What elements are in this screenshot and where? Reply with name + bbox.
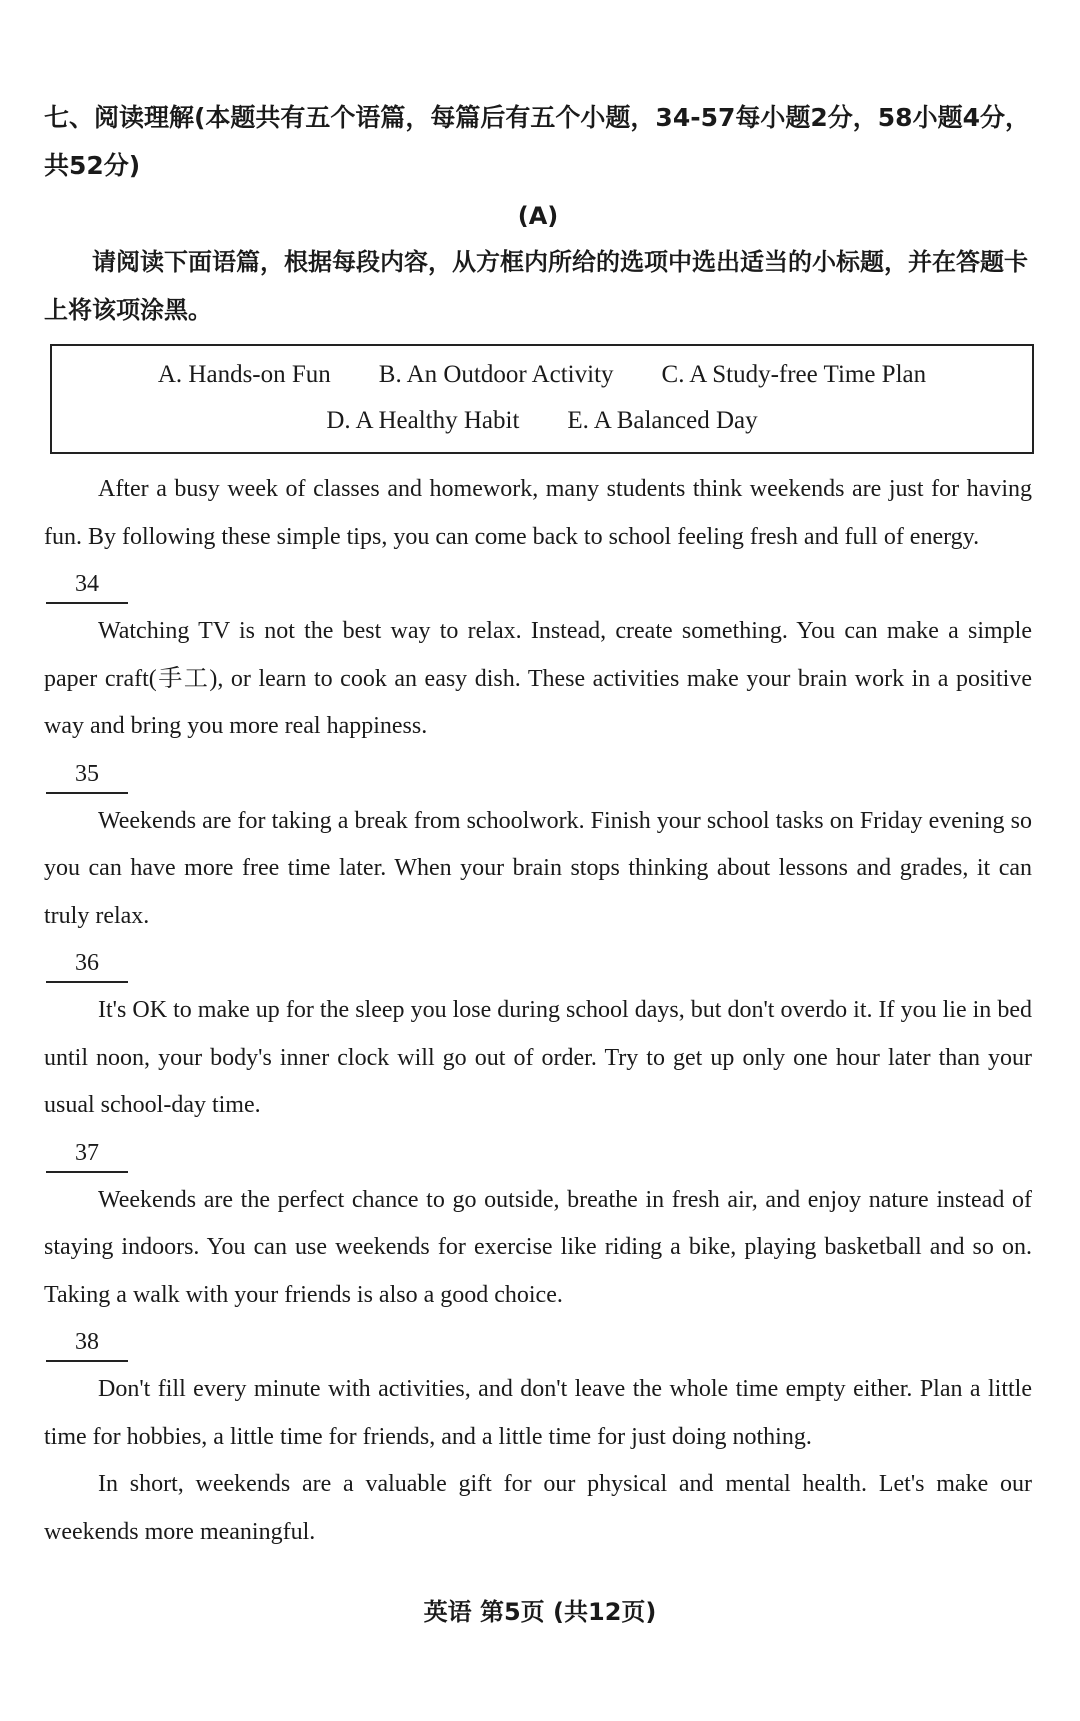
blank-row-37: [44, 1130, 1032, 1177]
options-box: [50, 344, 1034, 454]
passage-label: (A): [517, 202, 559, 230]
option-d: D. A Healthy Habit: [326, 407, 520, 434]
paragraph-36: It's OK to make up for the sleep you lose during school days, but don't overdo it. If you lie in bed until noon, your body's inner clock will go out of order. Try to get up only one hour later than your usual school-day time.: [44, 997, 1032, 1118]
blank-row-36: [44, 940, 1032, 987]
paragraph-38: Don't fill every minute with activities, and don't leave the whole time empty either. Plan a little time for hobbies, a little time for friends, and a little time for just doing nothing.: [44, 1376, 1032, 1450]
options-row-1: [52, 352, 1032, 398]
paragraph-35: Weekends are for taking a break from schoolwork. Finish your school tasks on Friday evening so you can have more free time later. When your brain stops thinking about lessons and grades, it can truly relax.: [44, 807, 1032, 929]
blank-row-34: [44, 561, 1032, 608]
paragraph-37: Weekends are the perfect chance to go outside, breathe in fresh air, and enjoy nature instead of staying indoors. You can use weekends for exercise like riding a bike, playing basketball and so on. Taking a walk with your friends is also a good choice.: [44, 1186, 1032, 1308]
option-c: C. A Study-free Time Plan: [661, 361, 927, 388]
blank-row-38: [44, 1319, 1032, 1366]
blank-38: 38: [46, 1324, 128, 1362]
section-title: 七、阅读理解(本题共有五个语篇，每篇后有五个小题，34-57每小题2分，58小题4分，共52分): [44, 103, 1030, 180]
blank-36: 36: [46, 945, 128, 983]
blank-35: 35: [46, 756, 128, 794]
instruction-text: 请阅读下面语篇，根据每段内容，从方框内所给的选项中选出适当的小标题，并在答题卡上将该项涂黑。: [44, 248, 1028, 324]
blank-37: 37: [46, 1135, 128, 1173]
blank-34: 34: [46, 566, 128, 604]
paragraph-34: Watching TV is not the best way to relax. Instead, create something. You can make a simple paper craft(手工), or learn to cook an easy dish. These activities make your brain work in a positive way and bring you more real happiness.: [44, 618, 1032, 739]
conclusion-paragraph: In short, weekends are a valuable gift for our physical and mental health. Let's make our weekends more meaningful.: [44, 1471, 1032, 1545]
option-a: A. Hands-on Fun: [157, 361, 331, 388]
option-e: E. A Balanced Day: [567, 407, 758, 434]
page-footer: 英语 第5页 (共12页): [423, 1598, 657, 1626]
option-b: B. An Outdoor Activity: [378, 361, 614, 388]
intro-paragraph: After a busy week of classes and homework, many students think weekends are just for having fun. By following these simple tips, you can come back to school feeling fresh and full of energy.: [44, 476, 1032, 550]
options-row-2: [52, 398, 1032, 444]
blank-row-35: [44, 751, 1032, 798]
